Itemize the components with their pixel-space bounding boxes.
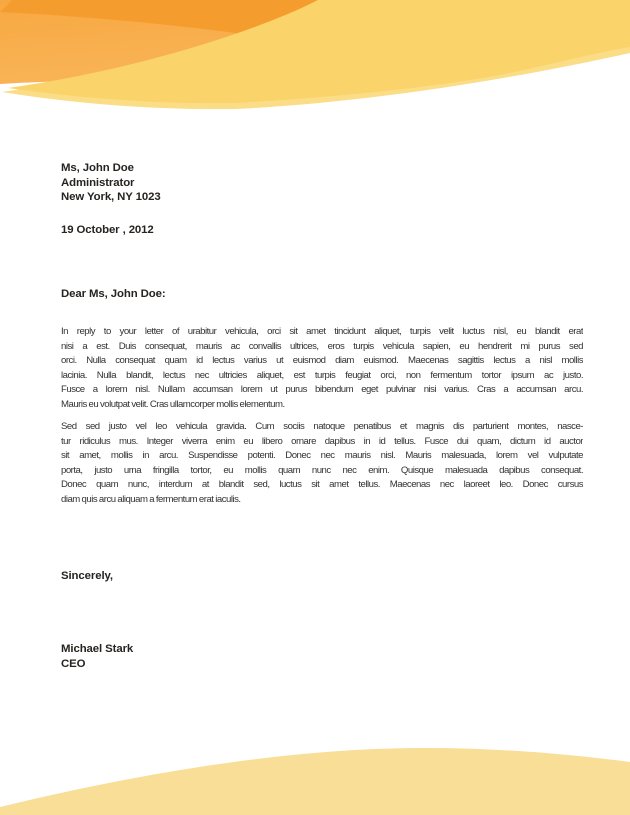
body-line: In reply to your letter of urabitur vehicula, orci sit amet tincidunt aliquet, turpis velit luctus nisl, eu blandit erat <box>61 326 583 337</box>
signature-name: Michael Stark <box>61 643 134 655</box>
footer-wave-decoration <box>0 735 630 815</box>
body-line: Donec quam nunc, interdum at blandit sed, luctus sit amet tellus. Maecenas nec laoreet leo. Donec cursus <box>61 479 583 491</box>
body-line: diam quis arcu aliquam a fermentum erat iaculis. <box>61 493 241 505</box>
body-line: porta, justo urna fringilla tortor, eu mollis quam nunc nec enim. Quisque malesuada dapibus consequat. <box>61 464 583 476</box>
footer-wave-shape <box>0 748 630 815</box>
recipient-title: Administrator <box>61 176 135 189</box>
body-paragraph-1 <box>61 325 583 412</box>
signature-block <box>61 642 583 671</box>
salutation: Dear Ms, John Doe: <box>61 288 166 300</box>
closing: Sincerely, <box>61 570 113 582</box>
body-line: tur ridiculus mus. Integer viverra enim eu libero ornare dapibus in id tellus. Fusce dui quam, dictum id auctor <box>61 435 583 447</box>
recipient-name: Ms, John Doe <box>61 162 134 174</box>
recipient-address: New York, NY 1023 <box>61 191 161 203</box>
body-line: Mauris eu volutpat velit. Cras ullamcorper mollis elementum. <box>61 398 285 410</box>
body-line: Sed sed justo vel leo vehicula gravida. Cum sociis natoque penatibus et magnis dis parturient montes, nasce- <box>61 421 583 432</box>
body-paragraph-2 <box>61 420 583 507</box>
body-line: sit amet, mollis in arcu. Suspendisse potenti. Donec nec mauris nisl. Mauris malesuada, lorem vel vulputate <box>61 450 583 462</box>
body-line: Fusce a lorem nisl. Nullam accumsan lorem ut purus bibendum eget pulvinar nisi varius. Cras a accumsan arcu. <box>61 384 583 396</box>
letter-date: 19 October , 2012 <box>61 224 154 236</box>
header-wave-decoration <box>0 0 630 120</box>
signature-role: CEO <box>61 657 86 670</box>
body-line: nisi a est. Duis consequat, mauris ac convallis ultrices, eros turpis vehicula sapien, eu hendrerit mi purus sed <box>61 340 583 352</box>
body-line: lacinia. Nulla blandit, lectus nec ultricies aliquet, est turpis feugiat orci, non fermentum tortor ipsum ac justo. <box>61 369 583 381</box>
recipient-block <box>61 161 583 205</box>
body-line: orci. Nulla consequat quam id lectus varius ut euismod diam euismod. Maecenas sagittis lectus a nisl mollis <box>61 355 583 367</box>
